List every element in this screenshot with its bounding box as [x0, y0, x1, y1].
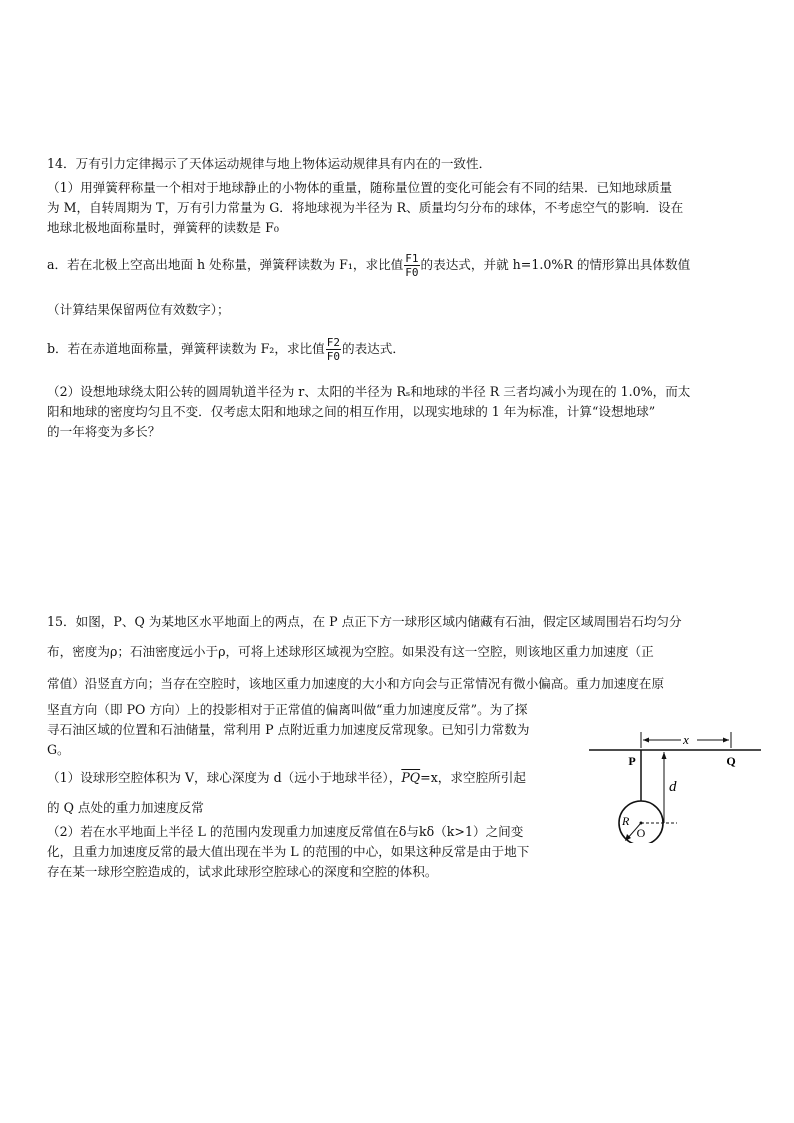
q14-intro: 14．万有引力定律揭示了天体运动规律与地上物体运动规律具有内在的一致性．	[47, 156, 492, 171]
q14-part-a	[47, 250, 690, 280]
q14-a-text-post: 的表达式，并就 h=1.0%R 的情形算出具体数值	[420, 257, 691, 272]
q14-part1-line1: （1）用弹簧秤称量一个相对于地球静止的小物体的重量，随称量位置的变化可能会有不同的结果．已知地球质量	[47, 180, 673, 195]
q14-a-line2: （计算结果保留两位有效数字）；	[47, 302, 230, 317]
q14-part2-line2: 阳和地球的密度均匀且不变．仅考虑太阳和地球之间的相互作用，以现实地球的 1 年为标准，计算“设想地球”	[47, 404, 656, 419]
q14-a-numerator: F1	[405, 252, 419, 265]
q15-pq-vector: $\overline{PQ}$	[401, 770, 421, 785]
x-arrowhead-left	[643, 738, 649, 743]
q15-p1-text-post: =x，求空腔所引起	[420, 770, 526, 785]
q14-part-b	[47, 334, 405, 364]
x-arrowhead-right	[723, 738, 729, 743]
q14-part1-line2: 为 M，自转周期为 T，万有引力常量为 G．将地球视为半径为 R、质量均匀分布的球体，不考虑空气的影响．设在	[47, 200, 684, 215]
q15-line2: 布，密度为ρ；石油密度远小于ρ，可将上述球形区域视为空腔。如果没有这一空腔，则该地区重力加速度（正	[47, 644, 654, 659]
d-arrowhead-top	[662, 752, 667, 759]
q14-b-text-pre: b．若在赤道地面称量，弹簧秤读数为 F₂，求比值	[47, 341, 325, 356]
x-label: x	[683, 732, 689, 747]
q14-a-denominator: F0	[405, 266, 419, 279]
q14-b-fraction	[326, 336, 341, 363]
q15-line3: 常值）沿竖直方向；当存在空腔时，该地区重力加速度的大小和方向会与正常情况有微小偏高。重力加速度在原	[47, 676, 665, 691]
q14-b-text-post: 的表达式．	[341, 341, 405, 356]
q15-line1: 15．如图，P、Q 为某地区水平地面上的两点，在 P 点正下方一球形区域内储藏有石油，假定区域周围岩石均匀分	[47, 614, 682, 629]
r-label: R	[622, 814, 630, 828]
q15-line6: G。	[47, 742, 70, 757]
q15-p1-text-pre: （1）设球形空腔体积为 V，球心深度为 d（远小于地球半径），	[47, 770, 402, 785]
q14-b-numerator: F2	[326, 336, 340, 349]
q14-a-fraction	[404, 252, 419, 279]
q15-line5: 寻石油区域的位置和石油储量，常利用 P 点附近重力加速度反常现象。已知引力常数为	[47, 722, 530, 737]
q14-part2-line1: （2）设想地球绕太阳公转的圆周轨道半径为 r、太阳的半径为 Rₛ和地球的半径 R 三者均减小为现在的 1.0%，而太	[47, 384, 691, 399]
q15-part2-line3: 存在某一球形空腔造成的，试求此球形空腔球心的深度和空腔的体积。	[47, 864, 438, 879]
q14-b-denominator: F0	[326, 350, 340, 363]
q15-part1-line2: 的 Q 点处的重力加速度反常	[47, 800, 204, 815]
p-label: P	[628, 754, 636, 768]
q15-part2-line2: 化，且重力加速度反常的最大值出现在半为 L 的范围的中心，如果这种反常是由于地下	[47, 844, 530, 859]
q-label: Q	[726, 754, 736, 768]
o-label: O	[636, 826, 646, 840]
q15-part1-line1	[47, 770, 526, 786]
q15-line4: 坚直方向（即 PO 方向）上的投影相对于正常值的偏离叫做“重力加速度反常”。为了探	[47, 702, 528, 717]
q14-part2-line3: 的一年将变为多长？	[47, 424, 161, 439]
q15-part2-line1: （2）若在水平地面上半径 L 的范围内发现重力加速度反常值在δ与kδ（k>1）之间变	[47, 824, 524, 839]
d-label: d	[669, 779, 677, 795]
q15-cavity-figure	[585, 728, 765, 843]
q14-a-text-pre: a．若在北极上空高出地面 h 处称量，弹簧秤读数为 F₁，求比值	[47, 257, 404, 272]
q14-part1-line3: 地球北极地面称量时，弹簧秤的读数是 F₀	[47, 220, 279, 235]
